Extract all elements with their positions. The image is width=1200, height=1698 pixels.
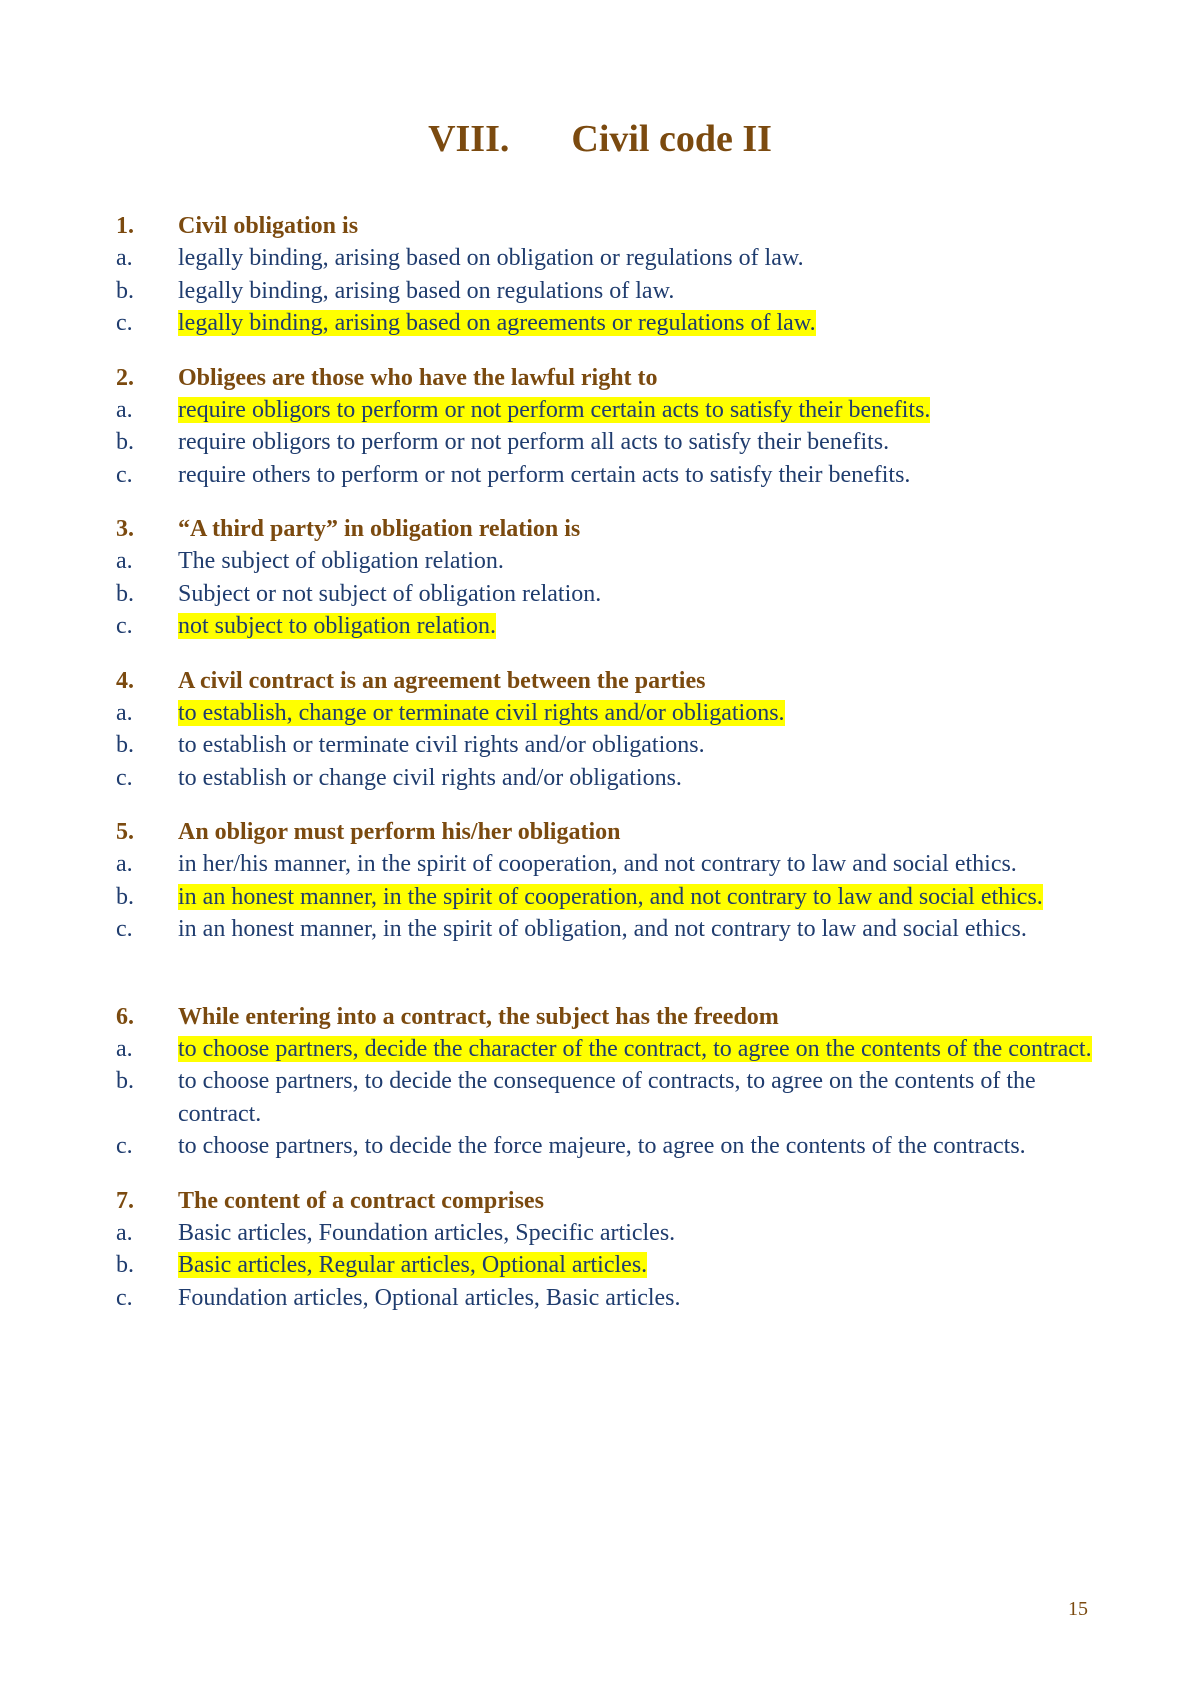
answer-option-highlighted xyxy=(116,1033,1096,1066)
option-text: in an honest manner, in the spirit of obligation, and not contrary to law and social ethics. xyxy=(178,916,1027,942)
option-letter: c. xyxy=(116,310,133,336)
option-text-block xyxy=(178,1065,1096,1130)
option-text: legally binding, arising based on obligation or regulations of law. xyxy=(178,245,804,271)
option-letter: a. xyxy=(116,1035,133,1062)
answer-option xyxy=(116,1282,1096,1315)
option-text: Basic articles, Regular articles, Optional articles. xyxy=(178,1252,648,1278)
answer-option xyxy=(116,848,1096,881)
option-text: Foundation articles, Optional articles, Basic articles. xyxy=(178,1284,681,1311)
option-text-block xyxy=(178,426,1096,459)
option-text: legally binding, arising based on agreements or regulations of law. xyxy=(178,310,816,336)
option-text-block xyxy=(178,275,1096,308)
answer-option xyxy=(116,762,1096,795)
answer-option xyxy=(116,545,1096,578)
option-text: The subject of obligation relation. xyxy=(178,548,504,574)
page-number: 15 xyxy=(1068,1598,1088,1620)
option-letter: a. xyxy=(116,548,133,574)
question-number: 4. xyxy=(116,667,134,694)
option-letter: c. xyxy=(116,764,133,791)
option-text-block xyxy=(178,545,1096,578)
answer-option xyxy=(116,1065,1096,1130)
chapter-number: VIII. xyxy=(428,118,510,160)
chapter-title: Civil code II xyxy=(571,118,772,160)
question-text: A civil contract is an agreement between the parties xyxy=(178,667,706,694)
question-list xyxy=(116,210,1096,1336)
option-letter: a. xyxy=(116,396,133,423)
answer-option xyxy=(116,1217,1096,1250)
option-text-block xyxy=(178,1130,1096,1163)
option-letter: c. xyxy=(116,613,133,639)
answer-option-highlighted xyxy=(116,1249,1096,1282)
option-text: to establish or change civil rights and/or obligations. xyxy=(178,764,682,791)
option-text-block xyxy=(178,1033,1096,1066)
question-6 xyxy=(116,1001,1096,1163)
answer-option-highlighted xyxy=(116,881,1096,914)
option-text: legally binding, arising based on regulations of law. xyxy=(178,277,675,304)
option-text: to choose partners, to decide the consequence of contracts, to agree on the contents of the contract. xyxy=(178,1068,1036,1127)
answer-option-highlighted xyxy=(116,610,1096,643)
page-title xyxy=(0,114,1200,164)
question-text: The content of a contract comprises xyxy=(178,1187,544,1214)
option-text-block xyxy=(178,762,1096,795)
option-text-block xyxy=(178,848,1096,881)
option-letter: c. xyxy=(116,916,133,942)
option-letter: a. xyxy=(116,851,133,877)
option-text-block xyxy=(178,242,1096,275)
option-text-block xyxy=(178,1217,1096,1250)
question-text: “A third party” in obligation relation is xyxy=(178,516,581,542)
answer-option xyxy=(116,426,1096,459)
option-text-block xyxy=(178,913,1096,946)
question-2 xyxy=(116,362,1096,492)
option-text: in her/his manner, in the spirit of cooperation, and not contrary to law and social ethics. xyxy=(178,851,1017,877)
question-heading xyxy=(116,1185,1096,1217)
option-text: to choose partners, to decide the force majeure, to agree on the contents of the contracts. xyxy=(178,1133,1026,1159)
option-text: Basic articles, Foundation articles, Specific articles. xyxy=(178,1219,676,1246)
option-letter: c. xyxy=(116,1133,133,1159)
option-letter: b. xyxy=(116,429,134,455)
option-text-block xyxy=(178,1282,1096,1315)
option-text: require others to perform or not perform certain acts to satisfy their benefits. xyxy=(178,461,911,488)
answer-option xyxy=(116,459,1096,492)
option-letter: b. xyxy=(116,1252,134,1278)
option-text-block xyxy=(178,307,1096,340)
answer-option-highlighted xyxy=(116,307,1096,340)
option-letter: b. xyxy=(116,1068,134,1094)
question-5 xyxy=(116,816,1096,946)
question-number: 1. xyxy=(116,213,134,239)
option-text: to choose partners, decide the character of the contract, to agree on the contents of the contract. xyxy=(178,1035,1092,1062)
answer-option xyxy=(116,729,1096,762)
question-heading xyxy=(116,210,1096,242)
option-letter: a. xyxy=(116,1219,133,1246)
answer-option-highlighted xyxy=(116,697,1096,730)
option-text-block xyxy=(178,881,1096,914)
question-number: 3. xyxy=(116,516,134,542)
question-7 xyxy=(116,1185,1096,1315)
question-heading xyxy=(116,665,1096,697)
question-heading xyxy=(116,362,1096,394)
option-letter: c. xyxy=(116,461,133,488)
question-text: Obligees are those who have the lawful right to xyxy=(178,364,658,391)
question-heading xyxy=(116,816,1096,848)
option-text: require obligors to perform or not perform certain acts to satisfy their benefits. xyxy=(178,396,931,423)
option-text-block xyxy=(178,697,1096,730)
answer-option xyxy=(116,1130,1096,1163)
option-text-block xyxy=(178,610,1096,643)
answer-option xyxy=(116,275,1096,308)
question-number: 6. xyxy=(116,1003,134,1030)
option-letter: c. xyxy=(116,1284,133,1311)
option-text: to establish, change or terminate civil rights and/or obligations. xyxy=(178,699,785,726)
option-letter: b. xyxy=(116,277,134,304)
option-text-block xyxy=(178,729,1096,762)
question-text: Civil obligation is xyxy=(178,213,359,239)
question-text: While entering into a contract, the subject has the freedom xyxy=(178,1003,779,1030)
option-text: to establish or terminate civil rights and/or obligations. xyxy=(178,732,705,758)
question-text: An obligor must perform his/her obligation xyxy=(178,819,621,845)
option-letter: b. xyxy=(116,732,134,758)
answer-option xyxy=(116,913,1096,946)
answer-option xyxy=(116,578,1096,611)
option-text: in an honest manner, in the spirit of cooperation, and not contrary to law and social ethics. xyxy=(178,883,1043,910)
question-4 xyxy=(116,665,1096,795)
option-letter: a. xyxy=(116,699,133,726)
answer-option xyxy=(116,242,1096,275)
option-text-block xyxy=(178,1249,1096,1282)
question-3 xyxy=(116,513,1096,643)
option-text-block xyxy=(178,459,1096,492)
option-text: Subject or not subject of obligation relation. xyxy=(178,580,602,607)
option-letter: b. xyxy=(116,883,134,910)
question-1 xyxy=(116,210,1096,340)
question-number: 7. xyxy=(116,1187,134,1214)
answer-option-highlighted xyxy=(116,394,1096,427)
option-text-block xyxy=(178,578,1096,611)
option-text: require obligors to perform or not perform all acts to satisfy their benefits. xyxy=(178,429,890,455)
question-heading xyxy=(116,513,1096,545)
question-heading xyxy=(116,1001,1096,1033)
question-number: 2. xyxy=(116,364,134,391)
option-letter: b. xyxy=(116,580,134,607)
option-text: not subject to obligation relation. xyxy=(178,613,496,639)
option-letter: a. xyxy=(116,245,133,271)
option-text-block xyxy=(178,394,1096,427)
question-number: 5. xyxy=(116,819,134,845)
